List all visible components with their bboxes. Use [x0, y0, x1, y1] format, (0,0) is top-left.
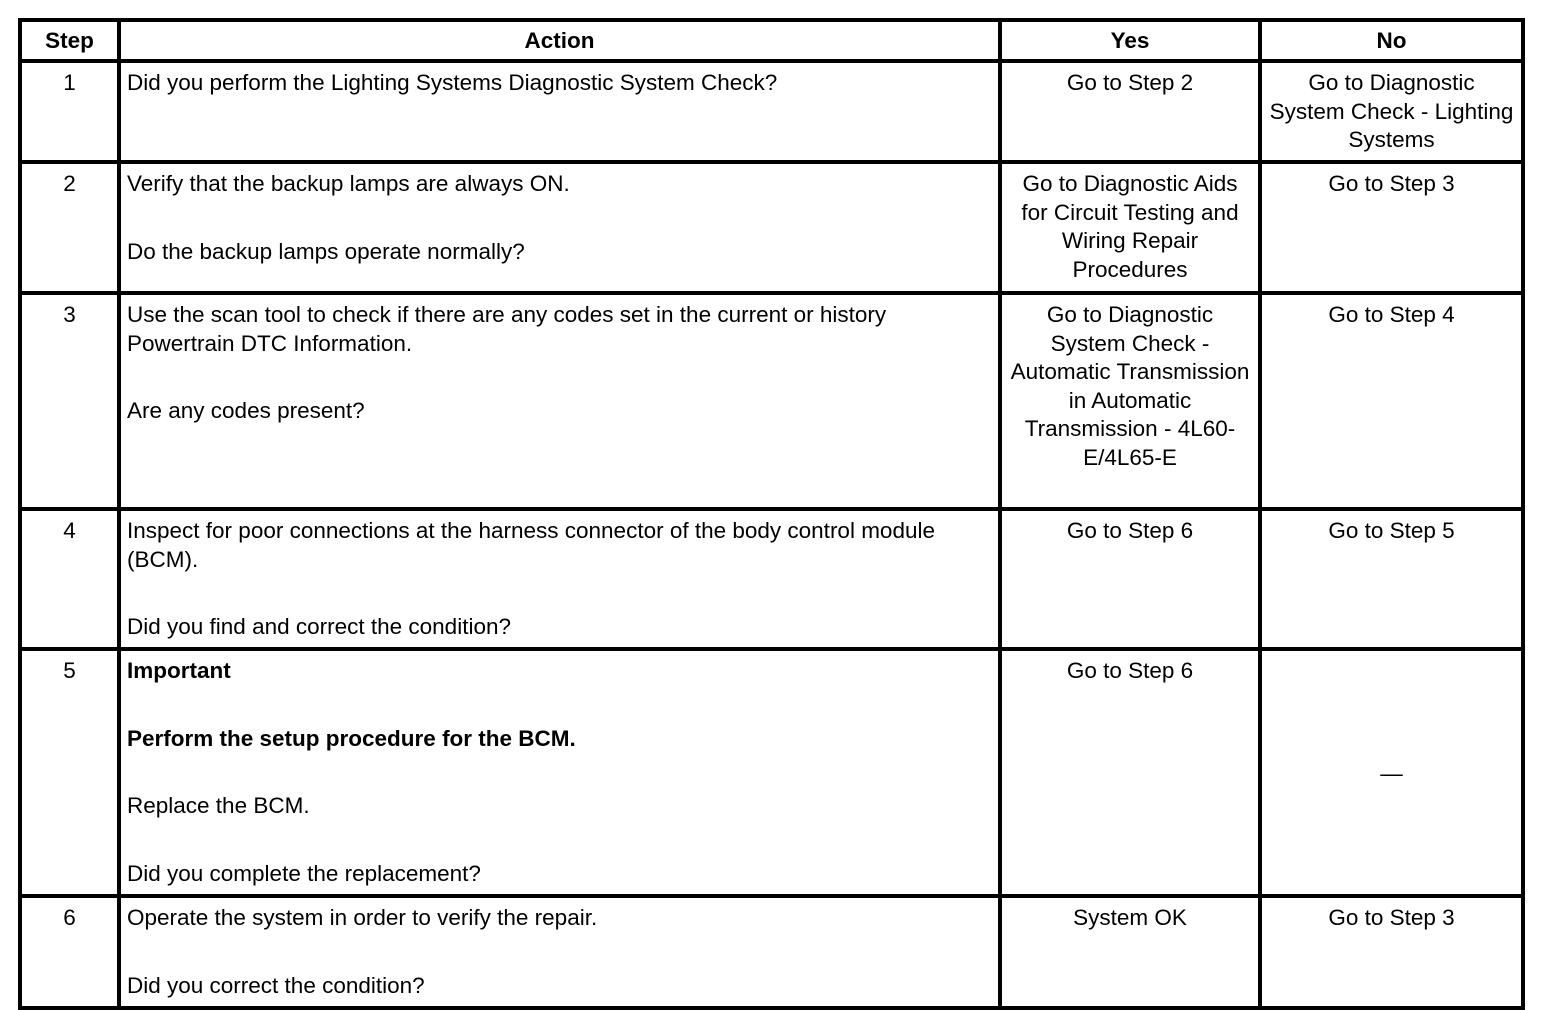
important-note: Perform the setup procedure for the BCM.: [127, 725, 576, 751]
yes-cell: Go to Step 6: [1000, 509, 1260, 649]
action-cell: [119, 649, 1000, 896]
action-text: Did you perform the Lighting Systems Diagnostic System Check?: [127, 70, 778, 95]
action-question: Did you correct the condition?: [127, 972, 425, 998]
no-cell: Go to Diagnostic System Check - Lighting Systems: [1260, 61, 1523, 162]
action-question: Did you complete the replacement?: [127, 860, 481, 886]
action-question: Are any codes present?: [127, 398, 365, 423]
spacer: [127, 199, 992, 238]
yes-cell: Go to Diagnostic Aids for Circuit Testing and Wiring Repair Procedures: [1000, 162, 1260, 293]
action-text: Operate the system in order to verify the repair.: [127, 905, 598, 930]
action-text: Inspect for poor connections at the harness connector of the body control module (BCM).: [127, 518, 935, 572]
table-row: [20, 162, 1523, 293]
no-cell: —: [1260, 649, 1523, 896]
action-cell: [119, 162, 1000, 293]
action-cell: [119, 293, 1000, 509]
action-question: Did you find and correct the condition?: [127, 614, 511, 639]
step-number: 5: [20, 649, 119, 896]
spacer: [127, 686, 992, 725]
table-row: [20, 896, 1523, 1008]
step-number: 6: [20, 896, 119, 1008]
step-number: 1: [20, 61, 119, 162]
no-cell: Go to Step 3: [1260, 896, 1523, 1008]
step-number: 2: [20, 162, 119, 293]
header-action: Action: [119, 20, 1000, 61]
no-cell: Go to Step 4: [1260, 293, 1523, 509]
spacer: [127, 358, 992, 397]
action-question: Do the backup lamps operate normally?: [127, 238, 525, 264]
table-header-row: [20, 20, 1523, 61]
action-text: Replace the BCM.: [127, 793, 310, 818]
action-text: Use the scan tool to check if there are any codes set in the current or history Powertrain DTC Information.: [127, 302, 887, 356]
action-text: Verify that the backup lamps are always ON.: [127, 171, 570, 196]
yes-cell: Go to Diagnostic System Check - Automatic Transmission in Automatic Transmission - 4L60-E/4L65-E: [1000, 293, 1260, 509]
action-cell: [119, 61, 1000, 162]
table-row: [20, 509, 1523, 649]
no-cell: Go to Step 3: [1260, 162, 1523, 293]
no-cell: Go to Step 5: [1260, 509, 1523, 649]
yes-cell: System OK: [1000, 896, 1260, 1008]
table-row: [20, 61, 1523, 162]
action-cell: [119, 896, 1000, 1008]
spacer: [127, 753, 992, 792]
spacer: [127, 821, 992, 860]
yes-cell: Go to Step 2: [1000, 61, 1260, 162]
important-label: Important: [127, 658, 231, 683]
header-step: Step: [20, 20, 119, 61]
header-yes: Yes: [1000, 20, 1260, 61]
step-number: 4: [20, 509, 119, 649]
spacer: [127, 933, 992, 972]
table-row: [20, 649, 1523, 896]
diagnostic-table: [18, 18, 1525, 1010]
table-row: [20, 293, 1523, 509]
step-number: 3: [20, 293, 119, 509]
yes-cell: Go to Step 6: [1000, 649, 1260, 896]
action-cell: [119, 509, 1000, 649]
spacer: [127, 574, 992, 613]
header-no: No: [1260, 20, 1523, 61]
